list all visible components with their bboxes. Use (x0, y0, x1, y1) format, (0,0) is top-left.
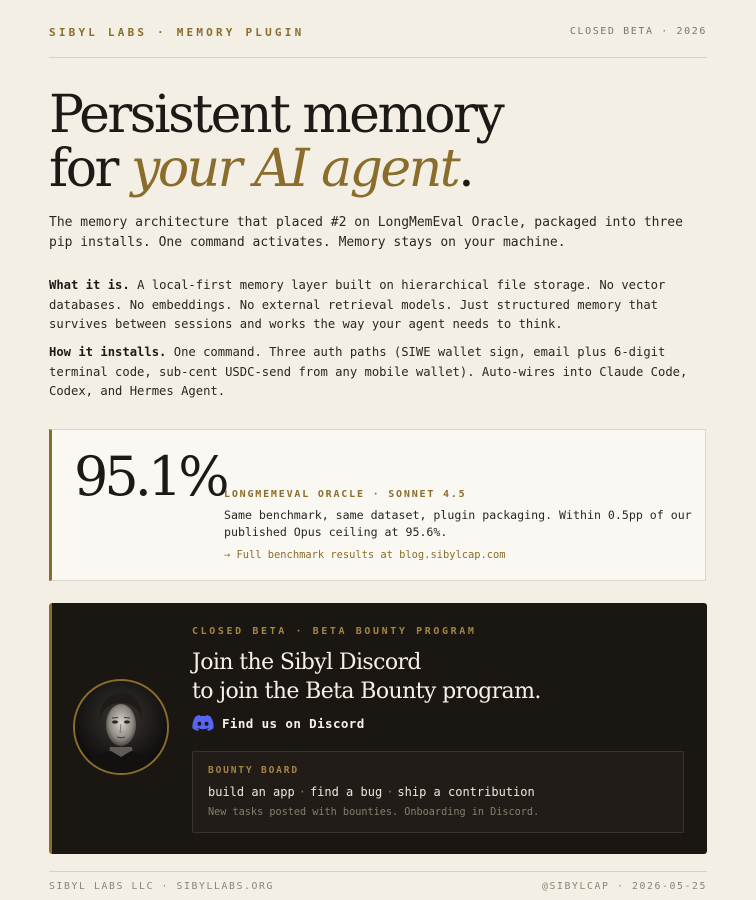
bounty-board (192, 751, 684, 833)
footer-company: SIBYL LABS LLC · SIBYLLABS.ORG (49, 881, 274, 892)
how-it-installs-text: One command. Three auth paths (SIWE wallet sign, email plus 6-digit terminal code, sub-cent USDC-send from any mobile wallet). Auto-wires into Claude Code, Codex, and Hermes Agent. (49, 345, 688, 398)
title-line-1: Persistent memory (49, 85, 503, 145)
benchmark-score: 95.1% (74, 445, 226, 508)
what-it-is-text: A local-first memory layer built on hierarchical file storage. No vector databases. No embeddings. No external retrieval models. Just structured memory that survives between sessions and works the way your agent needs to think. (49, 278, 666, 331)
discord-link-label: Find us on Discord (222, 715, 365, 731)
beta-title (192, 648, 692, 706)
top-divider (49, 57, 707, 58)
portrait-avatar (73, 679, 169, 775)
bounty-task-list (208, 785, 535, 799)
how-it-installs-label: How it installs. (49, 345, 167, 359)
what-it-is-label: What it is. (49, 278, 130, 292)
bounty-board-note: New tasks posted with bounties. Onboarding in Discord. (208, 807, 540, 818)
benchmark-description: Same benchmark, same dataset, plugin packaging. Within 0.5pp of our published Opus ceiling at 95.6%. (224, 508, 692, 539)
page-title (49, 85, 707, 199)
title-period: . (458, 139, 473, 199)
brand-label: SIBYL LABS · MEMORY PLUGIN (49, 26, 305, 39)
footer-divider (49, 871, 707, 872)
how-it-installs-paragraph (49, 343, 707, 402)
lede-paragraph: The memory architecture that placed #2 on LongMemEval Oracle, packaged into three pip installs. One command activates. Memory stays on your machine. (49, 215, 683, 250)
status-label: CLOSED BETA · 2026 (569, 26, 707, 37)
what-it-is-paragraph (49, 276, 707, 335)
bounty-task: ship a contribution (397, 785, 535, 799)
title-line-2-prefix: for (49, 139, 117, 199)
top-bar (49, 26, 707, 42)
benchmark-label: LONGMEMEVAL ORACLE · SONNET 4.5 (224, 489, 467, 500)
portrait-image (75, 681, 167, 773)
discord-icon (192, 715, 214, 731)
footer-handle-date: @SIBYLCAP · 2026-05-25 (542, 881, 707, 892)
bounty-task: find a bug (309, 785, 383, 799)
task-separator: · (386, 785, 394, 799)
discord-link[interactable] (192, 713, 365, 733)
task-separator: · (298, 785, 306, 799)
beta-bounty-card (49, 603, 707, 854)
benchmark-results-link[interactable]: → Full benchmark results at blog.sibylcap.com (224, 549, 506, 561)
bounty-task: build an app (208, 785, 295, 799)
title-emphasis: your AI agent (130, 139, 459, 199)
benchmark-card (49, 429, 706, 581)
beta-eyebrow: CLOSED BETA · BETA BOUNTY PROGRAM (192, 626, 477, 637)
bounty-board-heading: BOUNTY BOARD (208, 765, 299, 776)
beta-title-line-1: Join the Sibyl Discord (192, 650, 421, 675)
page (49, 0, 707, 900)
beta-title-line-2: to join the Beta Bounty program. (192, 679, 541, 704)
